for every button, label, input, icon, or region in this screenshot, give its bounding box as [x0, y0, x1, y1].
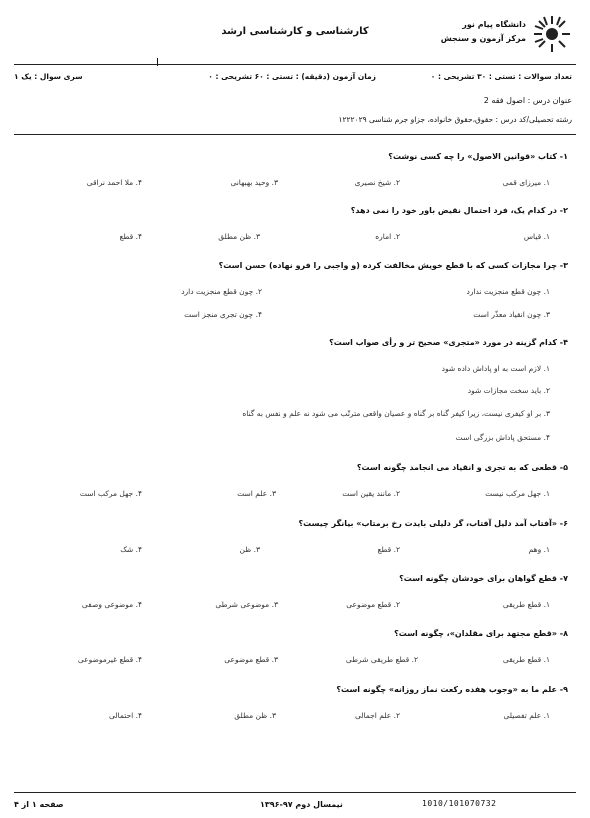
q5-option-2[interactable]: ۲. مانند یقین است — [342, 489, 400, 498]
question-2: ۲- در کدام یک، فرد احتمال نقیض باور خود را نمی دهد؟ — [350, 206, 568, 215]
q3-option-2[interactable]: ۲. چون قطع منجزیت دارد — [181, 287, 262, 296]
page-number: صفحه ۱ از ۴ — [14, 800, 64, 809]
q6-option-1[interactable]: ۱. وهم — [528, 545, 550, 554]
q8-option-1[interactable]: ۱. قطع طریقی — [502, 655, 550, 664]
question-4: ۴- کدام گزینه در مورد «متجری» صحیح تر و رأی صواب است؟ — [329, 338, 568, 347]
exam-center-name: مرکز آزمون و سنجش — [440, 34, 526, 43]
q4-option-1[interactable]: ۱. لازم است به او پاداش داده شود — [441, 364, 550, 373]
exam-title: کارشناسی و کارشناسی ارشد — [221, 26, 369, 37]
q7-option-2[interactable]: ۲. قطع موضوعی — [346, 600, 400, 609]
q2-option-3[interactable]: ۳. ظن مطلق — [218, 232, 260, 241]
q6-option-3[interactable]: ۳. ظن — [239, 545, 260, 554]
header-divider — [14, 64, 576, 65]
q9-option-4[interactable]: ۴. احتمالی — [109, 711, 142, 720]
question-9: ۹- علم ما به «وجوب هفده رکعت نماز روزانه» چگونه است؟ — [336, 685, 568, 694]
footer-divider — [14, 792, 576, 793]
q2-option-2[interactable]: ۲. اماره — [375, 232, 400, 241]
university-name: دانشگاه پیام نور — [462, 20, 526, 29]
field-course-code: رشته تحصیلی/کد درس : حقوق،حقوق خانواده، جزاو جرم شناسی ۱۲۲۲۰۲۹ — [338, 115, 572, 124]
q3-option-1[interactable]: ۱. چون قطع منجزیت ندارد — [466, 287, 550, 296]
question-5: ۵- قطعی که به تجری و انقیاد می انجامد چگونه است؟ — [356, 463, 568, 472]
semester: نیمسال دوم ۹۷-۱۳۹۶ — [260, 800, 343, 809]
q9-option-1[interactable]: ۱. علم تفصیلی — [503, 711, 550, 720]
q2-option-4[interactable]: ۴. قطع — [119, 232, 142, 241]
q9-option-3[interactable]: ۳. ظن مطلق — [234, 711, 276, 720]
q5-option-3[interactable]: ۳. علم است — [237, 489, 276, 498]
q3-option-3[interactable]: ۳. چون انقیاد معذّر است — [473, 310, 550, 319]
meta-divider — [14, 134, 576, 135]
q8-option-4[interactable]: ۴. قطع غیرموضوعی — [77, 655, 142, 664]
q5-option-1[interactable]: ۱. جهل مرکب نیست — [485, 489, 550, 498]
q7-option-3[interactable]: ۳. موضوعی شرطی — [215, 600, 278, 609]
exam-time: زمان آزمون (دقیقه) : تستی : ۶۰ تشریحی : ۰ — [208, 72, 376, 81]
q8-option-2[interactable]: ۲. قطع طریقی شرطی — [345, 655, 418, 664]
q1-option-2[interactable]: ۲. شیخ نصیری — [354, 178, 400, 187]
q9-option-2[interactable]: ۲. علم اجمالی — [354, 711, 400, 720]
q4-option-4[interactable]: ۴. مستحق پاداش بزرگی است — [455, 433, 550, 442]
q7-option-1[interactable]: ۱. قطع طریقی — [502, 600, 550, 609]
q5-option-4[interactable]: ۴. جهل مرکب است — [79, 489, 142, 498]
barcode-number: 1010/101070732 — [422, 799, 497, 808]
q2-option-1[interactable]: ۱. قیاس — [523, 232, 550, 241]
q6-option-2[interactable]: ۲. قطع — [377, 545, 400, 554]
q4-option-2[interactable]: ۲. باید سخت مجازات شود — [467, 386, 550, 395]
question-3: ۳- چرا مجازات کسی که با قطع خویش مخالفت کرده (و واجبی را فرو نهاده) حسن است؟ — [218, 261, 568, 270]
course-title: عنوان درس : اصول فقه 2 — [483, 96, 572, 105]
question-count: تعداد سوالات : تستی : ۳۰ تشریحی : ۰ — [430, 72, 572, 81]
question-8: ۸- «قطع مجتهد برای مقلدان»، چگونه است؟ — [394, 629, 568, 638]
q1-option-4[interactable]: ۴. ملا احمد نراقی — [86, 178, 142, 187]
question-1: ۱- کتاب «قوانین الاصول» را چه کسی نوشت؟ — [388, 152, 568, 161]
q8-option-3[interactable]: ۳. قطع موضوعی — [224, 655, 278, 664]
question-series: سری سوال : یک ۱ — [14, 72, 83, 81]
question-7: ۷- قطع گواهان برای خودشان چگونه است؟ — [399, 574, 568, 583]
q6-option-4[interactable]: ۴. شک — [120, 545, 142, 554]
q4-option-3[interactable]: ۳. بر او کیفری نیست، زیرا کیفر گناه بر گناه و عصیان واقعی مترتّب می شود نه علم و نفس به گناه — [242, 409, 550, 418]
q1-option-1[interactable]: ۱. میرزای قمی — [502, 178, 550, 187]
q1-option-3[interactable]: ۳. وحید بهبهانی — [230, 178, 278, 187]
q3-option-4[interactable]: ۴. چون تجری منجز است — [184, 310, 262, 319]
q7-option-4[interactable]: ۴. موضوعی وصفی — [81, 600, 142, 609]
question-6: ۶- «آفتاب آمد دلیل آفتاب، گر دلیلی بایدت رخ برمتاب» بیانگر چیست؟ — [298, 519, 568, 528]
